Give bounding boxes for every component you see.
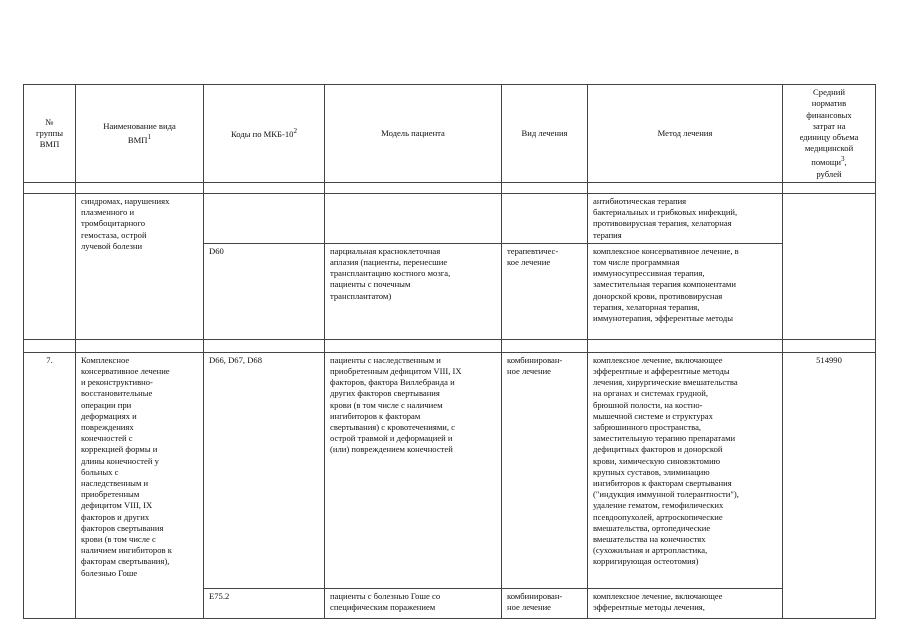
header-group-number: № группы ВМП: [24, 85, 76, 183]
cell-group-number: [24, 194, 76, 340]
header-average-cost-footnote: 3: [840, 155, 845, 164]
header-average-cost: [783, 85, 876, 183]
header-icd-codes: [204, 85, 325, 183]
header-icd-codes-footnote: 2: [293, 127, 298, 136]
cell-icd-codes: D66, D67, D68: [204, 352, 325, 588]
cell-patient-model: пациенты с болезнью Гоше со специфическим поражением: [325, 588, 502, 618]
header-vmp-name: [76, 85, 204, 183]
cell-treatment-method: комплексное лечение, включающее эфферентные методы лечения,: [588, 588, 783, 618]
header-treatment-type: Вид лечения: [502, 85, 588, 183]
table-row: [24, 352, 876, 588]
cell-patient-model: [325, 194, 502, 244]
cell-treatment-method: антибиотическая терапия бактериальных и грибковых инфекций, противовирусная терапия, хелаторная терапия: [588, 194, 783, 244]
cell-treatment-method: комплексное консервативное лечение, в том числе программная иммуносупрессивная терапия, заместительная терапия компонентами донорской крови, противовирусная терапия, хелаторная терапия, иммунотерапия, эфферентные методы: [588, 243, 783, 339]
cell-treatment-type: комбинирован- ное лечение: [502, 352, 588, 588]
cell-icd-codes: D60: [204, 243, 325, 339]
cell-group-number: 7.: [24, 352, 76, 618]
cell-treatment-type: [502, 194, 588, 244]
row-gap: [24, 339, 876, 352]
header-icd-codes-text: Коды по МКБ-10: [230, 129, 294, 140]
cell-patient-model: пациенты с наследственным и приобретенным дефицитом VIII, IX факторов, фактора Виллебранда и других факторов свертывания крови (в том числе с наличием ингибиторов к факторам свертывания) с кровотечениями, с острой травмой и деформацией и (или) повреждением конечностей: [325, 352, 502, 588]
cell-icd-codes: [204, 194, 325, 244]
header-vmp-name-footnote: 1: [147, 133, 152, 142]
header-average-cost-unit: , рублей: [816, 157, 847, 179]
header-average-cost-text: Средний норматив финансовых затрат на единицу объема медицинской помощи: [799, 87, 859, 168]
header-patient-model: Модель пациента: [325, 85, 502, 183]
table-row: [24, 194, 876, 244]
header-row: [24, 85, 876, 183]
header-spacer-row: [24, 183, 876, 194]
cell-treatment-type: терапевтичес- кое лечение: [502, 243, 588, 339]
cell-average-cost: 514990: [783, 352, 876, 618]
header-vmp-name-text: Наименование вида ВМП: [103, 120, 176, 145]
cell-treatment-method: комплексное лечение, включающее эфферентные и афферентные методы лечения, хирургические вмешательства на органах и системах грудной, брюшной полости, на костно- мышечной системе и структурах забрюшинного пространства, заместительную терапию препаратами дефицитных факторов и донорской крови, химическую синовэктомию крупных суставов, элиминацию ингибиторов к факторам свертывания ("индукция иммунной толерантности"), удаление гематом, гемофилических псевдоопухолей, артроскопические вмешательства, ортопедические вмешательства на конечностях (сухожильная и артропластика, корригирующая остеотомия): [588, 352, 783, 588]
cell-treatment-type: комбинирован- ное лечение: [502, 588, 588, 618]
cell-icd-codes: E75.2: [204, 588, 325, 618]
cell-patient-model: парциальная красноклеточная аплазия (пациенты, перенесшие трансплантацию костного мозга, пациенты с почечным трансплантатом): [325, 243, 502, 339]
vmp-table: [23, 84, 876, 619]
header-treatment-method: Метод лечения: [588, 85, 783, 183]
cell-vmp-name: Комплексное консервативное лечение и реконструктивно- восстановительные операции при деформациях и повреждениях конечностей с коррекцией формы и длины конечностей у больных с наследственным и приобретенным дефицитом VIII, IX факторов и других факторов свертывания крови (в том числе с наличием ингибиторов к факторам свертывания), болезнью Гоше: [76, 352, 204, 618]
cell-average-cost: [783, 194, 876, 340]
cell-vmp-name: синдромах, нарушениях плазменного и тромбоцитарного гемостаза, острой лучевой болезни: [76, 194, 204, 340]
